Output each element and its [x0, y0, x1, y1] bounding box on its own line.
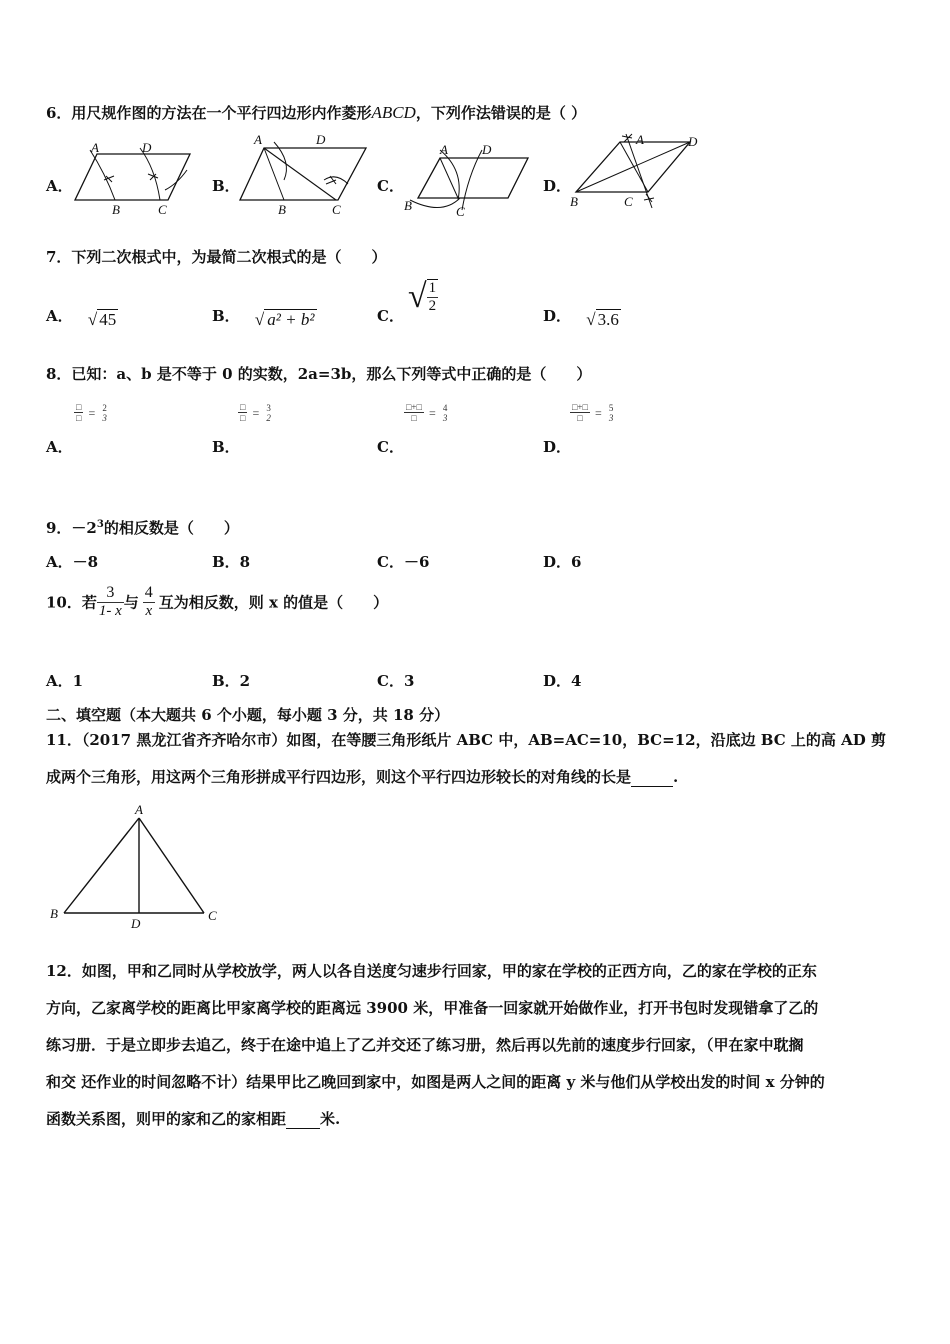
q10-option-a[interactable]: A．1: [46, 672, 84, 690]
q6a-label-d: D: [142, 140, 152, 155]
q7c-frac: [427, 279, 439, 315]
q8-option-a[interactable]: A．: [46, 438, 73, 456]
q8b-expr: $\frac{□}{□}$ = 3 2: [240, 402, 271, 423]
q12-line5-pre: 函数关系图，则甲的家和乙的家相距: [46, 1110, 287, 1128]
q7-stem: 7．下列二次根式中，为最简二次根式的是（ ）: [46, 248, 387, 266]
q6d-label-a: A: [636, 132, 644, 147]
q8a-expr: $\frac{□}{□}$ = 2 3: [76, 402, 107, 423]
q7c-den: 2: [428, 298, 437, 314]
q8-option-b[interactable]: B．: [212, 438, 240, 456]
q7d-expr: √ 3.6: [586, 310, 619, 329]
q8-option-c[interactable]: C．: [377, 438, 404, 456]
q7b-expr: √ a² + b²: [255, 310, 318, 329]
q7c-expr: √ $\frac{1}{2}$: [408, 278, 437, 315]
q10-stem: [46, 584, 388, 620]
q8d-lhs-num: □+□: [572, 402, 588, 412]
q11-line2: [46, 766, 678, 787]
q10-mid: 与: [123, 593, 139, 612]
q6d-label-b: B: [570, 194, 578, 209]
q9-option-a[interactable]: A．－8: [46, 553, 99, 571]
q6-figure-a: [70, 138, 195, 218]
q9-option-d[interactable]: D．6: [543, 553, 582, 571]
q11-line1: 11．（2017 黑龙江省齐齐哈尔市）如图，在等腰三角形纸片 ABC 中，AB=AC=10，BC=12，沿底边 BC 上的高 AD 剪: [46, 731, 886, 749]
q7-option-b[interactable]: [212, 305, 315, 329]
q6-figure-b: [236, 132, 371, 218]
q6-text2: ，下列作法错误的是（ ）: [415, 104, 587, 122]
q6-option-c[interactable]: C．: [377, 177, 404, 195]
q8c-rhs-den: 3: [442, 412, 448, 423]
q6-option-d[interactable]: D．: [543, 177, 572, 195]
q8d-rhs-den: 3: [608, 412, 614, 423]
q6b-label-b: B: [278, 202, 286, 217]
q8b-rhs-num: 3: [266, 402, 271, 413]
q7b-label: B．: [212, 307, 240, 325]
q7a-label: A．: [46, 307, 73, 325]
q12-line2: 方向，乙家离学校的距离比甲家离学校的距离远 3900 米，甲准备一回家就开始做作业，打开书包时发现错拿了乙的: [46, 999, 819, 1017]
q6c-label-b: B: [404, 198, 412, 213]
q8a-lhs-num: □: [76, 402, 82, 412]
q7d-radicand: 3.6: [597, 310, 619, 329]
q9-stem: [46, 517, 239, 538]
q12-line3: 练习册．于是立即步去追乙，终于在途中追上了乙并交还了练习册，然后再以先前的速度步行回家，（甲在家中耽搁: [46, 1036, 804, 1054]
q6b-label-d: D: [316, 132, 326, 147]
q8c-lhs-den: □: [411, 413, 417, 423]
q8a-rhs-den: 3: [102, 412, 107, 423]
q8a-rhs-num: 2: [102, 402, 107, 413]
q6d-label-d: D: [688, 134, 698, 149]
q6b-label-a: A: [254, 132, 262, 147]
q7d-label: D．: [543, 307, 572, 325]
q11-triangle-figure: [46, 800, 226, 930]
q10-frac2-den: x: [145, 603, 153, 619]
q10-option-d[interactable]: D．4: [543, 672, 582, 690]
q6a-label-b: B: [112, 202, 120, 217]
q8b-lhs-num: □: [240, 402, 246, 412]
q8-option-d[interactable]: D．: [543, 438, 572, 456]
q12-line5: [46, 1108, 340, 1129]
q8d-expr: $\frac{□+□}{□}$ = 5 3: [572, 402, 614, 423]
q8d-rhs-num: 5: [608, 402, 614, 413]
q6c-label-c: C: [456, 204, 465, 219]
q8d-lhs-den: □: [577, 413, 583, 423]
q11-line2-text: 成两个三角形，用这两个三角形拼成平行四边形，则这个平行四边形较长的对角线的长是: [46, 768, 632, 786]
q7-option-d[interactable]: [543, 305, 619, 329]
q6-stem: [46, 102, 586, 123]
q11-answer-blank[interactable]: [631, 772, 673, 787]
q6-figure-d: [568, 130, 708, 220]
q9-option-b[interactable]: B．8: [212, 553, 251, 571]
q10-frac1: [97, 584, 124, 620]
q8c-rhs-num: 4: [442, 402, 448, 413]
q11-label-b: B: [50, 906, 58, 921]
q11-label-d: D: [131, 916, 141, 930]
q12-line1: 12．如图，甲和乙同时从学校放学，两人以各自送度匀速步行回家，甲的家在学校的正西方向，乙的家在学校的正东: [46, 962, 817, 980]
q7a-expr: √ 45: [87, 310, 117, 329]
q7a-radicand: 45: [99, 310, 117, 329]
q10-frac2: [143, 584, 155, 620]
q7c-num: 1: [428, 280, 437, 296]
q6c-label-d: D: [482, 142, 492, 157]
q6a-label-a: A: [91, 140, 99, 155]
q11-label-c: C: [208, 908, 217, 923]
q7-option-a[interactable]: [46, 305, 117, 329]
q12-line4: 和交 还作业的时间忽略不计）结果甲比乙晚回到家中，如图是两人之间的距离 y 米与他们从学校出发的时间 x 分钟的: [46, 1073, 825, 1091]
q9-pre: 9．－2: [46, 519, 97, 537]
q6c-label-a: A: [440, 142, 448, 157]
q10-suffix: 互为相反数，则 x 的值是（ ）: [158, 593, 389, 612]
q7b-radicand: a² + b²: [264, 309, 317, 329]
q6b-label-c: C: [332, 202, 341, 217]
q10-frac2-num: 4: [144, 584, 153, 601]
q7-option-c[interactable]: [377, 305, 404, 326]
section2-title: 二、填空题（本大题共 6 个小题，每小题 3 分，共 18 分）: [46, 706, 450, 724]
q9-sup: 3: [96, 519, 104, 530]
q7c-label: C．: [377, 307, 404, 325]
q6-text: 6．用尺规作图的方法在一个平行四边形内作菱形: [46, 104, 372, 122]
q6-math: ABCD: [371, 103, 416, 122]
q8b-lhs-den: □: [240, 413, 246, 423]
q10-prefix: 10．若: [46, 593, 97, 612]
q10-option-c[interactable]: C．3: [377, 672, 415, 690]
q12-line5-post: 米.: [320, 1110, 341, 1128]
q8c-lhs-num: □+□: [406, 402, 422, 412]
q11-line2-end: .: [673, 768, 679, 786]
q9-option-c[interactable]: C．－6: [377, 553, 430, 571]
q6a-label-c: C: [158, 202, 167, 217]
q6d-label-c: C: [624, 194, 633, 209]
q12-answer-blank[interactable]: [286, 1114, 320, 1129]
q10-frac1-den: 1- x: [98, 603, 122, 619]
q9-post: 的相反数是（ ）: [103, 519, 239, 537]
q8b-rhs-den: 2: [266, 412, 271, 423]
q10-option-b[interactable]: B．2: [212, 672, 251, 690]
q6-figure-c: [402, 140, 532, 220]
q11-label-a: A: [135, 802, 143, 817]
q8-stem: 8．已知：a、b 是不等于 0 的实数，2a=3b，那么下列等式中正确的是（ ）: [46, 365, 592, 383]
q10-frac1-num: 3: [97, 584, 124, 603]
q8a-lhs-den: □: [76, 413, 82, 423]
q8c-expr: $\frac{□+□}{□}$ = 4 3: [406, 402, 448, 423]
q6-option-a[interactable]: A．: [46, 177, 73, 195]
q6-option-b[interactable]: B．: [212, 177, 240, 195]
